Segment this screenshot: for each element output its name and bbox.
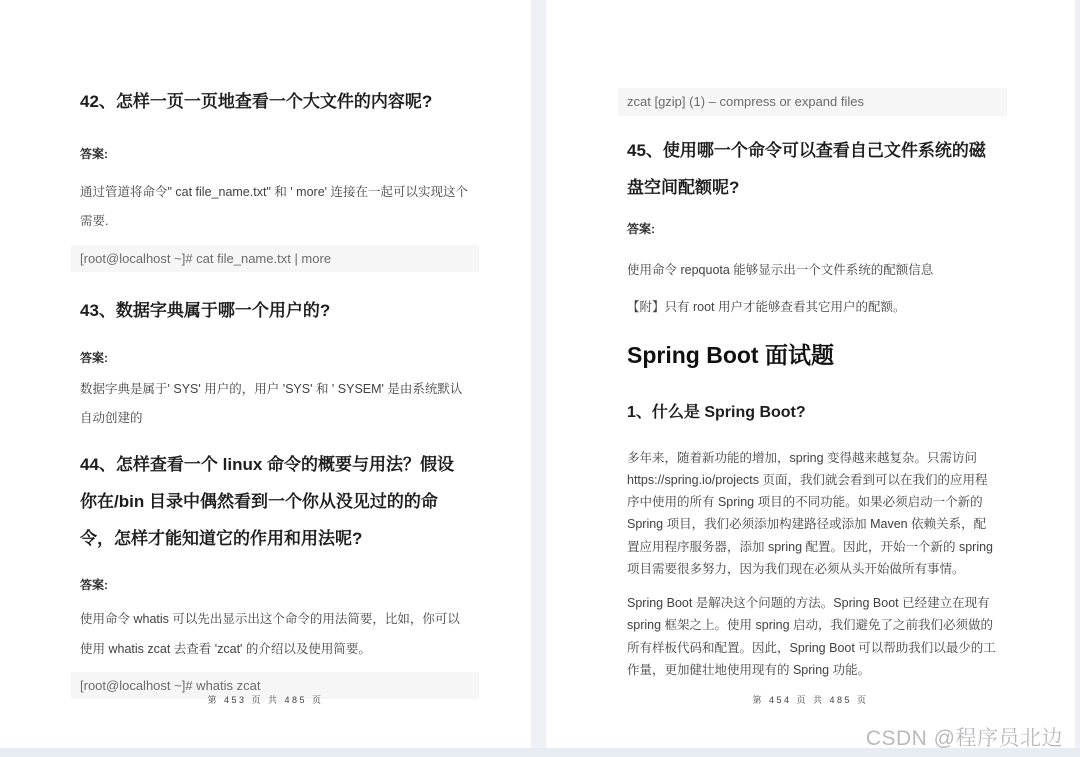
csdn-watermark: CSDN @程序员北边 [865, 727, 1063, 750]
page-number-footer: 第 454 页 共 485 页 [752, 695, 869, 705]
answer-paragraph: 多年来，随着新功能的增加，spring 变得越来越复杂。只需访问 https://spring.io/projects 页面，我们就会看到可以在我们的应用程序中使用的所有 Spring 项目的不同功能。如果必须启动一个新的 Spring 项目，我们必须添加构建路径或添加 Maven 依赖关系，配置应用程序服务器，添加 spring 配置。因此，开始一个新的 spring 项目需要很多努力，因为我们现在必须从头开始做所有事情。 [627, 450, 994, 576]
section-title-spring-boot: Spring Boot 面试题 [627, 342, 834, 369]
document-page-right [546, 0, 1075, 748]
answer-paragraph: 数据字典是属于' SYS' 用户的，用户 'SYS' 和 ' SYSEM' 是由系统默认自动创建的 [80, 381, 463, 426]
answer-label: 答案: [80, 147, 108, 162]
document-page-left [0, 0, 531, 748]
answer-label: 答案: [80, 577, 108, 592]
answer-label: 答案: [627, 222, 655, 237]
question-1-heading: 1、什么是 Spring Boot? [627, 404, 806, 422]
code-block: zcat [gzip] (1) – compress or expand files [618, 88, 1007, 116]
answer-note: 【附】只有 root 用户才能够查看其它用户的配额。 [627, 299, 906, 314]
answer-paragraph: 使用命令 whatis 可以先出显示出这个命令的用法简要，比如，你可以使用 whatis zcat 去查看 'zcat' 的介绍以及使用简要。 [80, 612, 460, 656]
question-43-heading: 43、数据字典属于哪一个用户的? [80, 301, 331, 321]
answer-label: 答案: [80, 351, 108, 366]
page-number-footer: 第 453 页 共 485 页 [207, 695, 324, 705]
answer-paragraph: 使用命令 repquota 能够显示出一个文件系统的配额信息 [627, 262, 934, 277]
answer-paragraph: 通过管道将命令" cat file_name.txt" 和 ' more' 连接在一起可以实现这个需要. [80, 184, 469, 229]
code-block: [root@localhost ~]# whatis zcat [71, 672, 479, 700]
code-block: [root@localhost ~]# cat file_name.txt | more [71, 245, 479, 273]
question-45-heading: 45、使用哪一个命令可以查看自己文件系统的磁盘空间配额呢? [627, 140, 986, 197]
question-44-heading: 44、怎样查看一个 linux 命令的概要与用法？假设你在/bin 目录中偶然看到一个你从没见过的的命令，怎样才能知道它的作用和用法呢? [80, 454, 455, 549]
answer-paragraph: Spring Boot 是解决这个问题的方法。Spring Boot 已经建立在现有 spring 框架之上。使用 spring 启动，我们避免了之前我们必须做的所有样板代码和配置。因此，Spring Boot 可以帮助我们以最少的工作量，更加健壮地使用现有的 Spring 功能。 [627, 596, 996, 677]
question-42-heading: 42、怎样一页一页地查看一个大文件的内容呢? [80, 92, 433, 111]
